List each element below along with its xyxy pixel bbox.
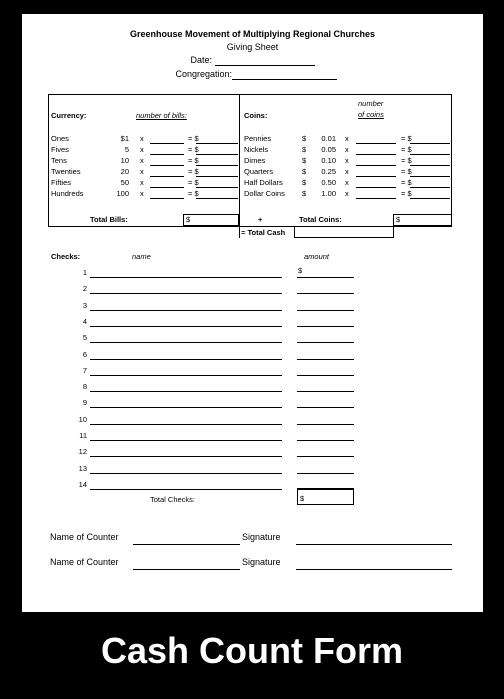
times-sign: x: [345, 145, 349, 154]
check-name-field[interactable]: [90, 489, 282, 490]
total-coins-dollar: $: [396, 215, 401, 224]
check-name-column-label: name: [132, 252, 151, 261]
coin-value: 0.01: [321, 134, 336, 143]
plus-sign: +: [258, 215, 263, 224]
coin-count-field[interactable]: [356, 198, 396, 199]
check-number: 2: [82, 284, 87, 294]
coin-count-field[interactable]: [356, 176, 396, 177]
check-amount-field[interactable]: [297, 424, 354, 425]
coin-count-field[interactable]: [356, 165, 396, 166]
currency-heading: Currency:: [51, 111, 87, 120]
check-number: 8: [82, 382, 87, 392]
check-number: 14: [78, 479, 87, 489]
check-name-field[interactable]: [90, 375, 282, 376]
coin-value: 1.00: [321, 189, 336, 198]
check-amount-field[interactable]: [297, 342, 354, 343]
coin-dollar-sign: $: [302, 145, 307, 154]
equals-dollar: = $: [401, 145, 412, 154]
currency-name: Fifties: [51, 178, 72, 187]
coin-amount-field[interactable]: [410, 165, 450, 166]
check-amount-field[interactable]: [297, 473, 354, 474]
check-amount-field[interactable]: [297, 391, 354, 392]
check-number: 7: [82, 365, 87, 375]
check-number: 3: [82, 300, 87, 310]
coin-value: 0.50: [321, 178, 336, 187]
check-amount-field[interactable]: [297, 359, 354, 360]
bills-column-label: number of bills:: [136, 111, 187, 120]
currency-value: 20: [120, 167, 129, 176]
counter-2-signature-field[interactable]: [296, 569, 452, 570]
check-amount-field[interactable]: [297, 440, 354, 441]
currency-value: $1: [120, 134, 129, 143]
coin-dollar-sign: $: [302, 189, 307, 198]
equals-dollar: = $: [188, 156, 199, 165]
check-number: 11: [79, 431, 87, 440]
check-amount-field[interactable]: [297, 326, 354, 327]
total-checks-box[interactable]: [297, 488, 354, 505]
coin-value: 0.10: [321, 156, 336, 165]
check-number: 10: [78, 414, 87, 424]
currency-value: 100: [116, 189, 129, 198]
coin-name: Pennies: [244, 134, 272, 143]
bill-count-field[interactable]: [150, 187, 184, 188]
check-amount-field[interactable]: [297, 456, 354, 457]
check-number: 12: [78, 447, 87, 457]
check-name-field[interactable]: [90, 293, 282, 294]
currency-name: Ones: [51, 134, 69, 143]
table-divider: [239, 94, 240, 238]
coin-dollar-sign: $: [302, 167, 307, 176]
congregation-label: Congregation:: [175, 69, 232, 79]
counter-2-name-field[interactable]: [133, 569, 240, 570]
equals-dollar: = $: [401, 134, 412, 143]
check-amount-field[interactable]: [297, 375, 354, 376]
times-sign: x: [140, 156, 144, 165]
total-checks-dollar: $: [300, 494, 305, 503]
currency-value: 10: [120, 156, 129, 165]
equals-dollar: = $: [188, 189, 199, 198]
total-bills-dollar: $: [186, 215, 191, 224]
coin-count-field[interactable]: [356, 154, 396, 155]
times-sign: x: [140, 134, 144, 143]
check-number: 9: [82, 398, 87, 408]
currency-name: Tens: [51, 156, 67, 165]
check-name-field[interactable]: [90, 277, 282, 278]
total-bills-box[interactable]: [183, 214, 239, 226]
currency-name: Twenties: [51, 167, 81, 176]
coins-heading: Coins:: [244, 111, 268, 120]
total-checks-label: Total Checks:: [150, 495, 196, 504]
equals-dollar: = $: [401, 178, 412, 187]
currency-value: 5: [124, 145, 129, 154]
coin-dollar-sign: $: [302, 178, 307, 187]
equals-dollar: = $: [188, 178, 199, 187]
times-sign: x: [140, 189, 144, 198]
check-name-field[interactable]: [90, 407, 282, 408]
form-title-banner: Cash Count Form: [101, 630, 403, 671]
times-sign: x: [345, 167, 349, 176]
coin-dollar-sign: $: [302, 134, 307, 143]
check-amount-column-label: amount: [304, 252, 330, 261]
check-name-field[interactable]: [90, 440, 282, 441]
times-sign: x: [140, 145, 144, 154]
bill-count-field[interactable]: [150, 198, 184, 199]
counter-1-label: Name of Counter: [50, 532, 119, 542]
check-amount-field[interactable]: [297, 293, 354, 294]
currency-name: Fives: [51, 145, 69, 154]
bill-count-field[interactable]: [150, 143, 184, 144]
total-bills-label: Total Bills:: [90, 215, 128, 224]
check-number: 6: [82, 349, 87, 359]
coin-amount-field[interactable]: [410, 198, 450, 199]
times-sign: x: [345, 134, 349, 143]
times-sign: x: [345, 189, 349, 198]
equals-dollar: = $: [188, 134, 199, 143]
check-name-field[interactable]: [90, 424, 282, 425]
congregation-field[interactable]: [232, 79, 337, 80]
check-name-field[interactable]: [90, 473, 282, 474]
bill-amount-field[interactable]: [196, 198, 238, 199]
check-name-field[interactable]: [90, 391, 282, 392]
equals-dollar: = $: [401, 156, 412, 165]
coin-name: Dimes: [244, 156, 266, 165]
times-sign: x: [140, 178, 144, 187]
check-number: 4: [82, 316, 87, 326]
bill-amount-field[interactable]: [196, 143, 238, 144]
check-name-field[interactable]: [90, 326, 282, 327]
coin-count-field[interactable]: [356, 143, 396, 144]
coin-name: Dollar Coins: [244, 189, 285, 198]
counter-2-signature-label: Signature: [242, 557, 281, 567]
equals-dollar: = $: [188, 145, 199, 154]
check-amount-field[interactable]: [297, 277, 354, 278]
check-number: 13: [78, 463, 87, 473]
coins-column-label-bottom: of coins: [358, 110, 384, 119]
total-cash-box[interactable]: [294, 226, 394, 238]
date-field[interactable]: [215, 65, 315, 66]
equals-dollar: = $: [401, 189, 412, 198]
check-amount-field[interactable]: [297, 407, 354, 408]
coin-amount-field[interactable]: [410, 187, 450, 188]
coin-amount-field[interactable]: [410, 154, 450, 155]
counter-1-signature-label: Signature: [242, 532, 281, 542]
counter-1-signature-field[interactable]: [296, 544, 452, 545]
check-number: 5: [82, 333, 87, 343]
sheet-title: Giving Sheet: [226, 42, 279, 52]
check-name-field[interactable]: [90, 310, 282, 311]
check-amount-dollar: $: [298, 266, 303, 275]
check-number: 1: [82, 268, 87, 277]
coins-column-label-top: number: [358, 99, 384, 108]
coin-value: 0.05: [321, 145, 336, 154]
bill-amount-field[interactable]: [196, 165, 238, 166]
coin-name: Half Dollars: [244, 178, 283, 187]
checks-heading: Checks:: [51, 252, 81, 261]
check-name-field[interactable]: [90, 342, 282, 343]
bill-count-field[interactable]: [150, 165, 184, 166]
giving-sheet: [22, 14, 483, 612]
coin-value: 0.25: [321, 167, 336, 176]
equals-dollar: = $: [401, 167, 412, 176]
bill-amount-field[interactable]: [196, 187, 238, 188]
currency-value: 50: [120, 178, 129, 187]
coin-name: Quarters: [244, 167, 274, 176]
bill-amount-field[interactable]: [196, 176, 238, 177]
currency-name: Hundreds: [51, 189, 84, 198]
coin-amount-field[interactable]: [410, 143, 450, 144]
organization-title: Greenhouse Movement of Multiplying Regional Churches: [129, 29, 376, 39]
check-name-field[interactable]: [90, 456, 282, 457]
total-coins-label: Total Coins:: [299, 215, 342, 224]
bill-count-field[interactable]: [150, 154, 184, 155]
date-label: Date:: [190, 55, 212, 65]
coin-name: Nickels: [244, 145, 269, 154]
coin-amount-field[interactable]: [410, 176, 450, 177]
times-sign: x: [345, 178, 349, 187]
check-name-field[interactable]: [90, 359, 282, 360]
bill-count-field[interactable]: [150, 176, 184, 177]
counter-2-label: Name of Counter: [50, 557, 119, 567]
times-sign: x: [140, 167, 144, 176]
total-coins-box[interactable]: [393, 214, 452, 226]
coin-dollar-sign: $: [302, 156, 307, 165]
total-cash-label: = Total Cash: [241, 228, 286, 237]
bill-amount-field[interactable]: [196, 154, 238, 155]
equals-dollar: = $: [188, 167, 199, 176]
coin-count-field[interactable]: [356, 187, 396, 188]
times-sign: x: [345, 156, 349, 165]
check-amount-field[interactable]: [297, 310, 354, 311]
counter-1-name-field[interactable]: [133, 544, 240, 545]
